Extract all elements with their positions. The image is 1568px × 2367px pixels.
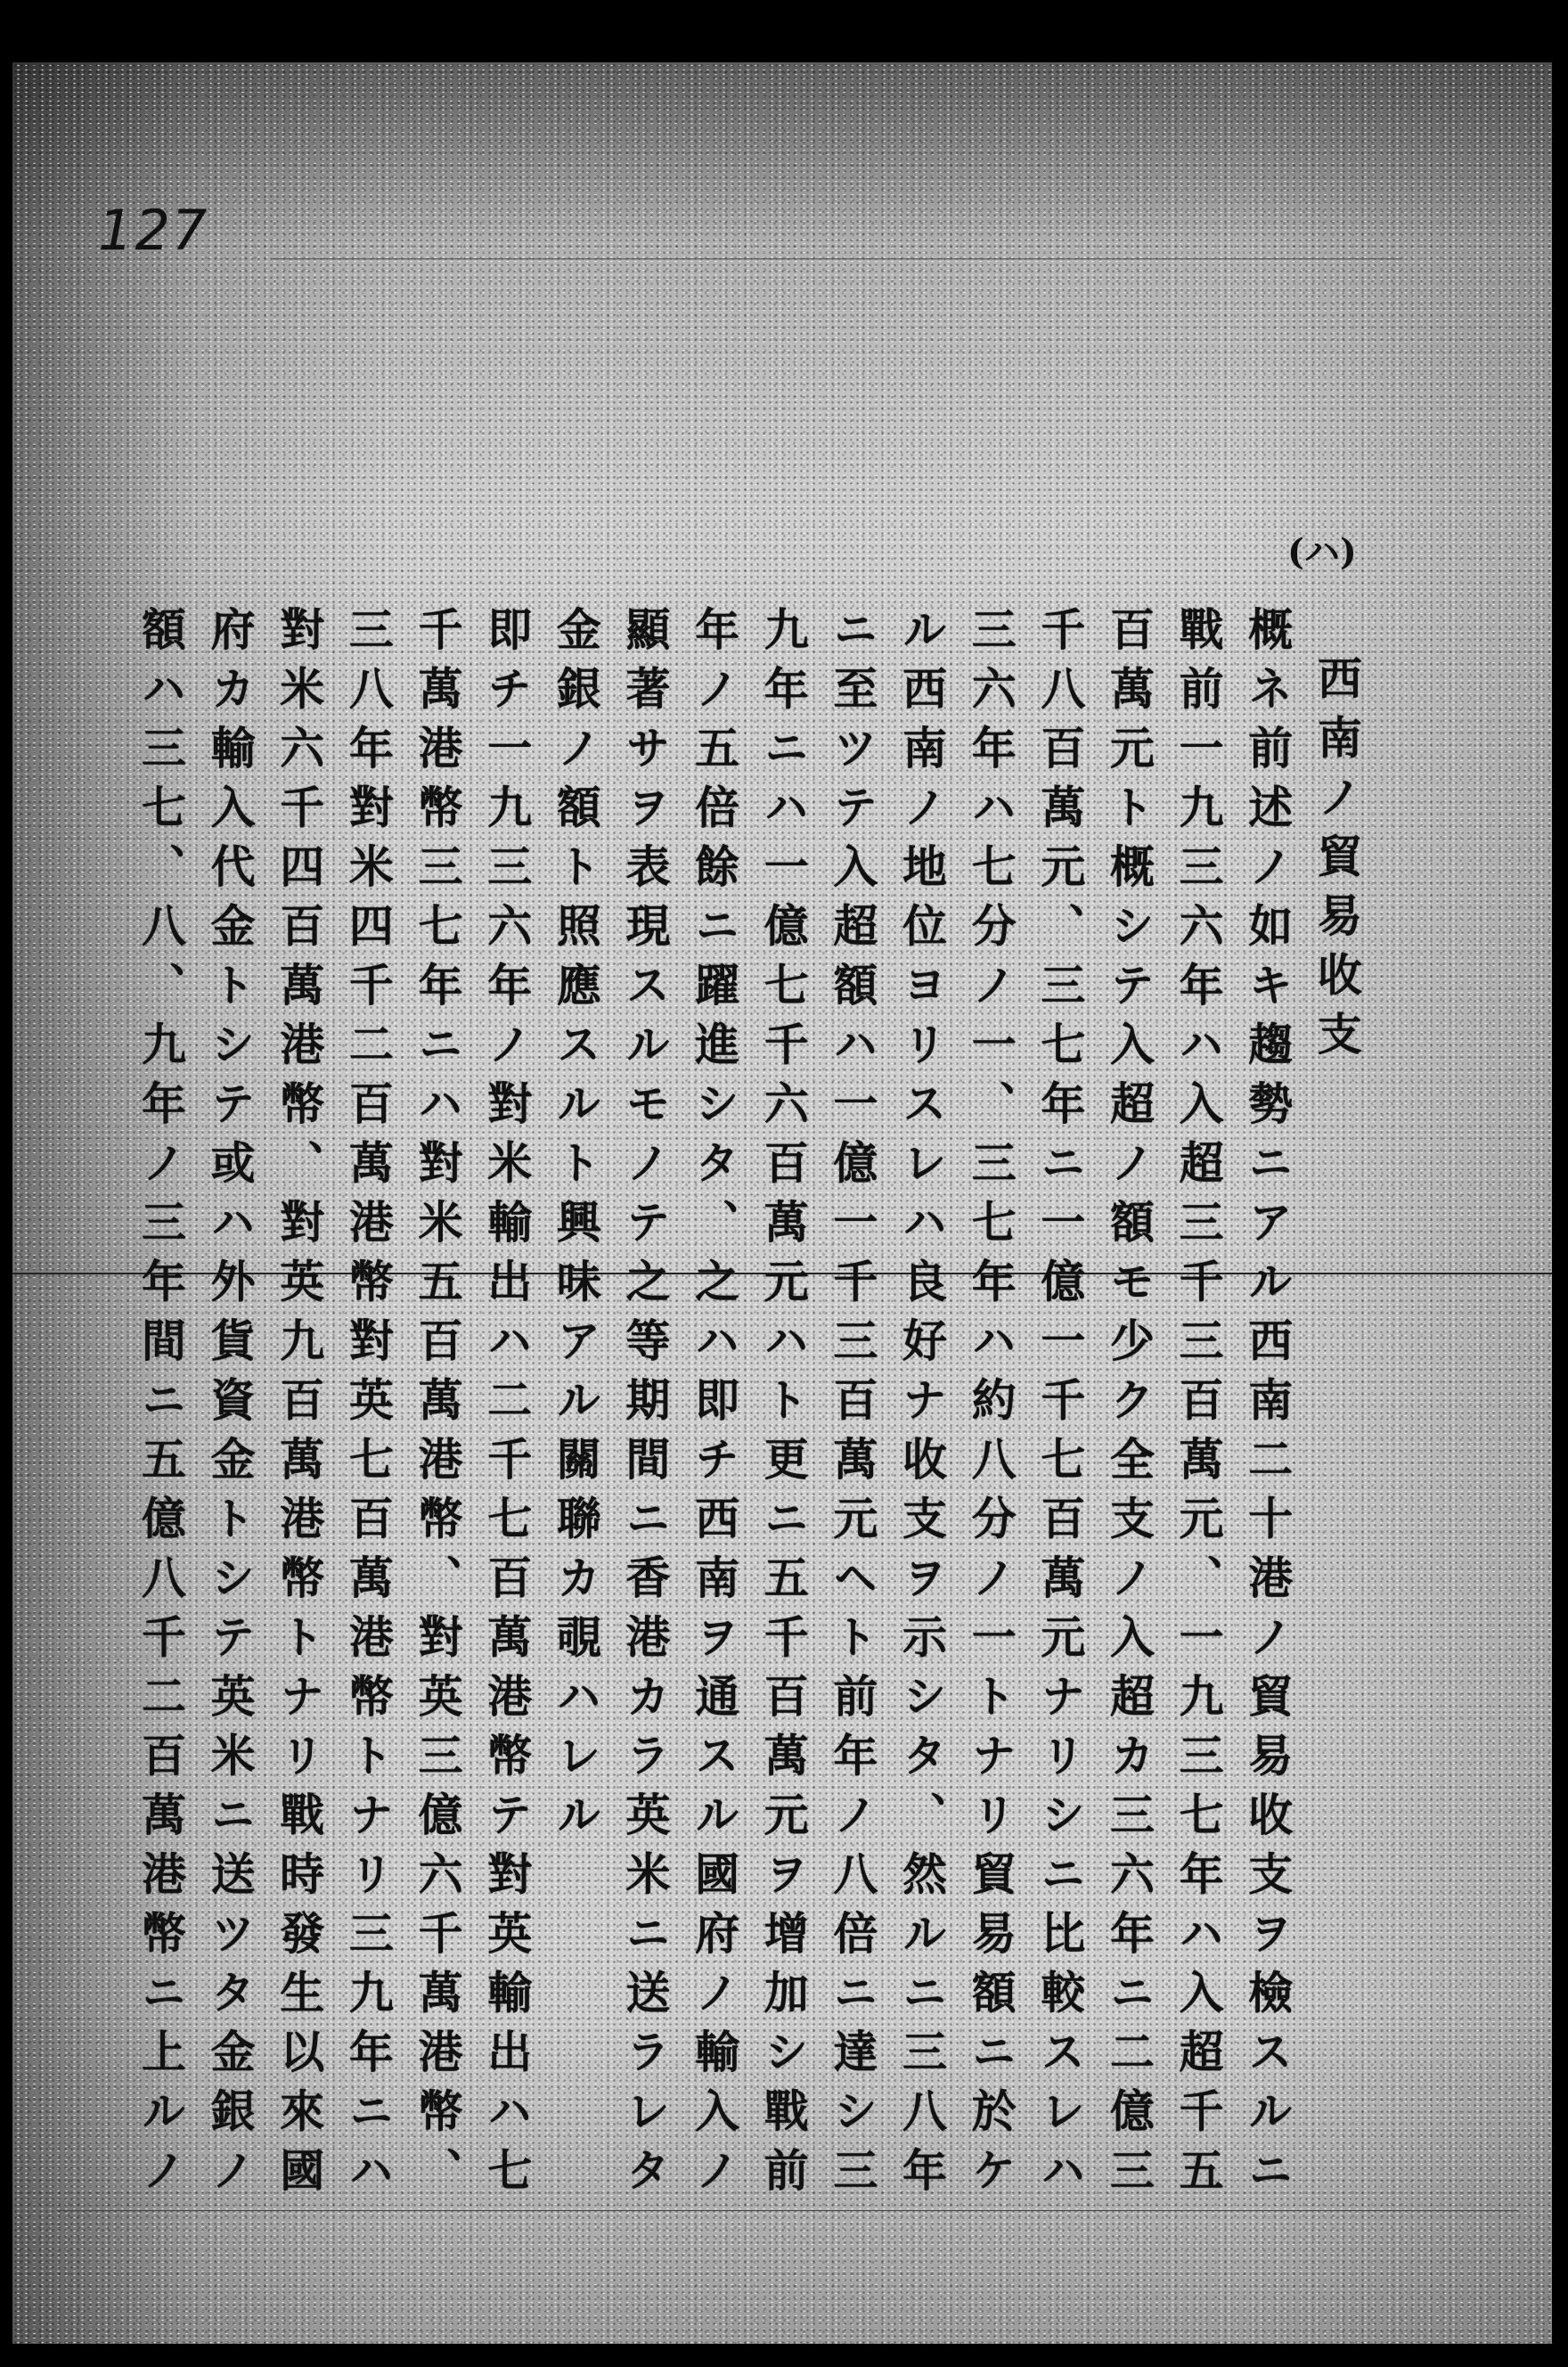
page-number: 127 — [98, 198, 209, 263]
text-column-9: 年ノ五倍餘ニ躍進シタ、之ハ即チ西南ヲ通スル國府ノ輸入ノ — [688, 606, 741, 2207]
text-column-7: ニ至ツテ入超額ハ一億一千三百萬元ヘト前年ノ八倍ニ達シ三 — [826, 606, 879, 2207]
text-column-16: 府カ輸入代金トシテ或ハ外貨資金トシテ英米ニ送ツタ金銀ノ — [203, 606, 257, 2207]
text-column-10: 顯著サヲ表現スルモノテ之等期間ニ香港カラ英米ニ送ラレタ — [618, 606, 672, 2207]
text-column-13: 千萬港幣三七年ニハ對米五百萬港幣、對英三億六千萬港幣、 — [411, 606, 464, 2207]
text-column-17: 額ハ三七、八、九年ノ三年間ニ五億八千二百萬港幣ニ上ルノ — [135, 606, 187, 2207]
text-column-3: 百萬元ト概シテ入超ノ額モ少ク全支ノ入超カ三六年ニ二億三 — [1102, 606, 1156, 2207]
section-marker: (ハ) — [1287, 531, 1357, 573]
text-column-2: 戰前一九三六年ハ入超三千三百萬元、一九三七年ハ入超千五 — [1172, 606, 1225, 2207]
text-column-4: 千八百萬元、三七年ニ一億一千七百萬元ナリシニ比較スレハ — [1033, 606, 1087, 2207]
text-column-5: 三六年ハ七分ノ一、三七年ハ約八分ノ一トナリ貿易額ニ於ケ — [964, 606, 1017, 2207]
text-column-14: 三八年對米四千二百萬港幣對英七百萬港幣トナリ三九年ニハ — [341, 606, 395, 2207]
bottom-rule-line — [57, 2210, 1518, 2211]
text-column-1: 概ネ前述ノ如キ趨勢ニアル西南二十港ノ貿易收支ヲ檢スルニ — [1241, 606, 1294, 2207]
text-column-6: ル西南ノ地位ヨリスレハ良好ナ收支ヲ示シタ、然ルニ三八年 — [895, 606, 949, 2207]
text-column-15: 對米六千四百萬港幣、對英九百萬港幣トナリ戰時發生以來國 — [273, 606, 326, 2207]
text-column-12: 即チ一九三六年ノ對米輸出ハ二千七百萬港幣テ對英輸出ハ七 — [480, 606, 534, 2207]
vertical-text-body — [135, 606, 1363, 2210]
text-column-8: 九年ニハ一億七千六百萬元ハト更ニ五千百萬元ヲ增加シ戰前 — [756, 606, 810, 2207]
top-rule-line — [271, 258, 1402, 259]
text-column-11: 金銀ノ額ト照應スルト興味アル關聯カ覗ハレル — [549, 606, 602, 1851]
section-heading: 西南ノ貿易收支 — [1310, 655, 1363, 1070]
